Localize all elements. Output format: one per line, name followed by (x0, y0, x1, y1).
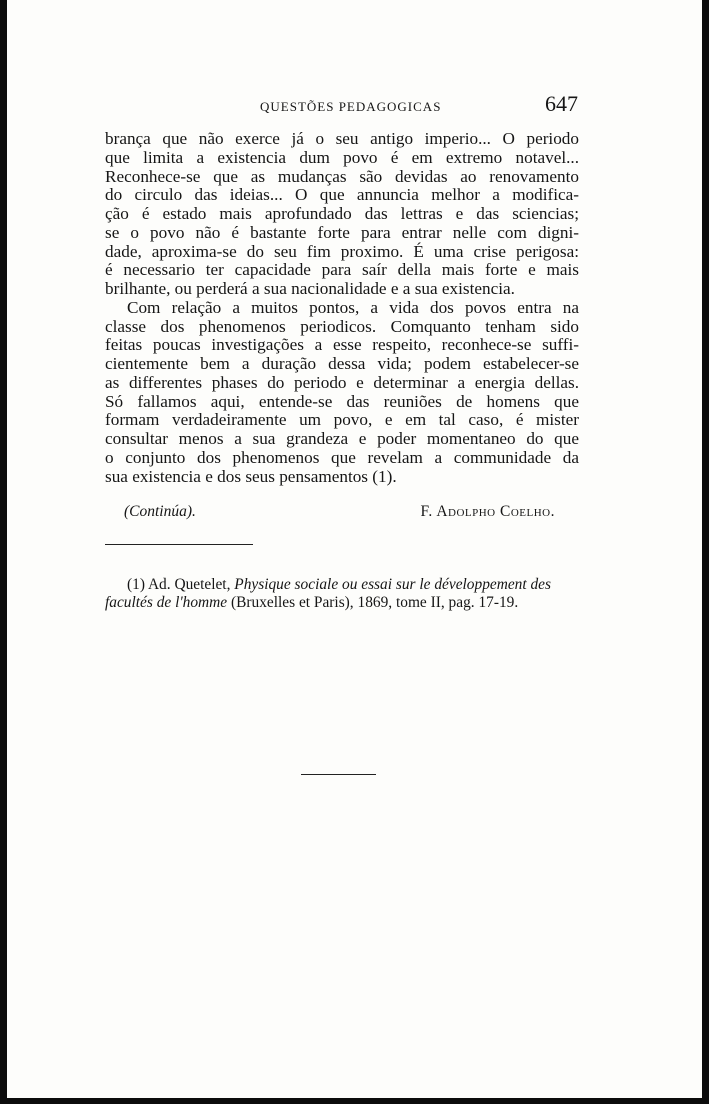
bottom-page-border (0, 1098, 709, 1104)
footnote-divider (105, 544, 253, 545)
text-line: consultar menos a sua grandeza e poder momentaneo do que (105, 429, 579, 448)
right-page-border (702, 0, 709, 1104)
footnote-marker: (1) Ad. Quetelet, (127, 576, 231, 593)
text-line: que limita a existencia dum povo é em extremo notavel... (105, 147, 579, 167)
author-signature: F. Adolpho Coelho. (420, 503, 555, 520)
text-line: se o povo não é bastante forte para entrar nelle com digni- (105, 222, 579, 242)
text-line: ção é estado mais aprofundado das lettras e das sciencias; (105, 204, 579, 223)
text-line: classe dos phenomenos periodicos. Comquanto tenham sido (105, 316, 579, 336)
text-line: do circulo das ideias... O que annuncia melhor a modifica- (105, 185, 579, 205)
end-divider (301, 774, 376, 775)
text-line: formam verdadeiramente um povo, e em tal caso, é mister (105, 410, 579, 430)
text-line: brilhante, ou perderá a sua nacionalidade e a sua existencia. (105, 279, 515, 298)
footnote-title-part1: Physique sociale ou essai sur le développement des (234, 576, 552, 593)
continued-note: (Continúa). (124, 503, 196, 520)
text-line: Com relação a muitos pontos, a vida dos povos entra na (127, 297, 579, 317)
footnote-title-part2: facultés de l'homme (105, 593, 228, 611)
text-line: as differentes phases do periodo e determinar a energia dellas. (105, 372, 579, 392)
body-text (105, 130, 579, 486)
footnote-citation: (Bruxelles et Paris), 1869, tome II, pag. 17-19. (230, 593, 519, 611)
left-page-border (0, 0, 7, 1104)
text-line: sua existencia e dos seus pensamentos (1). (105, 466, 397, 486)
running-title: QUESTÕES PEDAGOGICAS (260, 99, 442, 114)
page-number: 647 (545, 91, 578, 116)
text-line: o conjunto dos phenomenos que revelam a communidade da (105, 447, 579, 467)
footnote (105, 576, 577, 611)
signature-row (105, 503, 555, 525)
text-line: Só fallamos aqui, entende-se das reuniões de homens que (105, 391, 579, 411)
text-line: é necessario ter capacidade para saír della mais forte e mais (105, 260, 579, 280)
page-header (106, 91, 578, 121)
text-line: Reconhece-se que as mudanças são devidas ao renovamento (105, 166, 579, 186)
text-line: feitas poucas investigações a esse respeito, reconhece-se suffi- (105, 335, 579, 355)
text-line: dade, aproxima-se do seu fim proximo. É uma crise perigosa: (105, 241, 579, 261)
text-line: cientemente bem a duração dessa vida; podem estabelecer-se (105, 354, 579, 373)
text-line: brança que não exerce já o seu antigo imperio... O periodo (105, 129, 579, 148)
